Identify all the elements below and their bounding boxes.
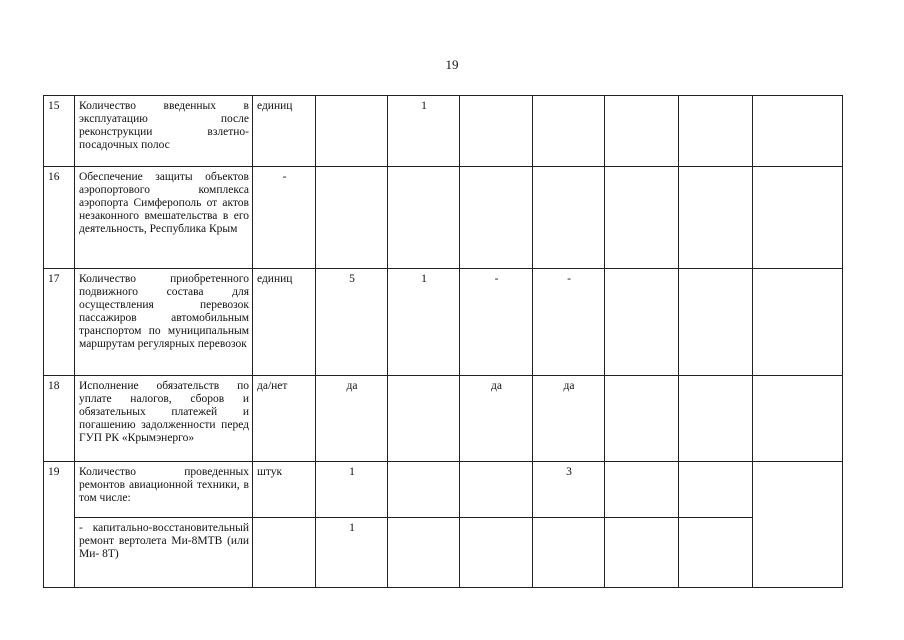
value-cell: 1 [316,462,388,518]
value-cell [460,462,533,518]
value-cell [679,269,753,376]
value-cell [533,518,605,588]
page-number: 19 [445,57,459,72]
unit-cell: штук [253,462,316,518]
value-cell [533,96,605,167]
indicator-description: Обеспечение защиты объектов аэропортового комплекса аэропорта Симферополь от актов незаконного вмешательства в его деятельность, Республика Крым [75,167,253,269]
row-number: 16 [44,167,75,269]
value-cell: 3 [533,462,605,518]
unit-cell: да/нет [253,376,316,462]
value-cell [533,167,605,269]
data-table [43,95,843,588]
value-cell [753,376,843,462]
value-cell [460,96,533,167]
value-cell: да [460,376,533,462]
value-cell: да [533,376,605,462]
value-cell [679,376,753,462]
table-subrow [44,518,843,588]
row-number: 17 [44,269,75,376]
row-number: 18 [44,376,75,462]
value-cell [388,376,460,462]
row-number: 19 [44,462,75,588]
indicator-description: Количество введенных в эксплуатацию после реконструкции взлетно-посадочных полос [75,96,253,167]
value-cell [388,518,460,588]
sub-indicator-description: - капитально-восстановительный ремонт вертолета Ми-8МТВ (или Ми- 8Т) [75,518,253,588]
value-cell [605,96,679,167]
unit-cell: - [253,167,316,269]
value-cell [388,167,460,269]
value-cell: - [460,269,533,376]
table-row [44,167,843,269]
value-cell: - [533,269,605,376]
value-cell: да [316,376,388,462]
value-cell [753,269,843,376]
value-cell [679,518,753,588]
value-cell: 5 [316,269,388,376]
unit-cell: единиц [253,96,316,167]
value-cell [605,269,679,376]
table-row [44,96,843,167]
value-cell: 1 [388,269,460,376]
table-row [44,376,843,462]
unit-cell [253,518,316,588]
value-cell [753,462,843,588]
table-row [44,269,843,376]
value-cell [605,376,679,462]
value-cell: 1 [388,96,460,167]
indicator-description: Количество проведенных ремонтов авиационной техники, в том числе: [75,462,253,518]
value-cell [753,167,843,269]
unit-cell: единиц [253,269,316,376]
value-cell [605,518,679,588]
value-cell [460,167,533,269]
value-cell [605,167,679,269]
value-cell [460,518,533,588]
value-cell [679,462,753,518]
table-row [44,462,843,518]
row-number: 15 [44,96,75,167]
value-cell [388,462,460,518]
value-cell [316,96,388,167]
value-cell [316,167,388,269]
indicator-description: Исполнение обязательств по уплате налогов, сборов и обязательных платежей и погашению задолженности перед ГУП РК «Крымэнерго» [75,376,253,462]
value-cell [753,96,843,167]
value-cell [679,96,753,167]
value-cell [605,462,679,518]
indicator-description: Количество приобретенного подвижного состава для осуществления перевозок пассажиров автомобильным транспортом по муниципальным маршрутам регулярных перевозок [75,269,253,376]
value-cell: 1 [316,518,388,588]
value-cell [679,167,753,269]
